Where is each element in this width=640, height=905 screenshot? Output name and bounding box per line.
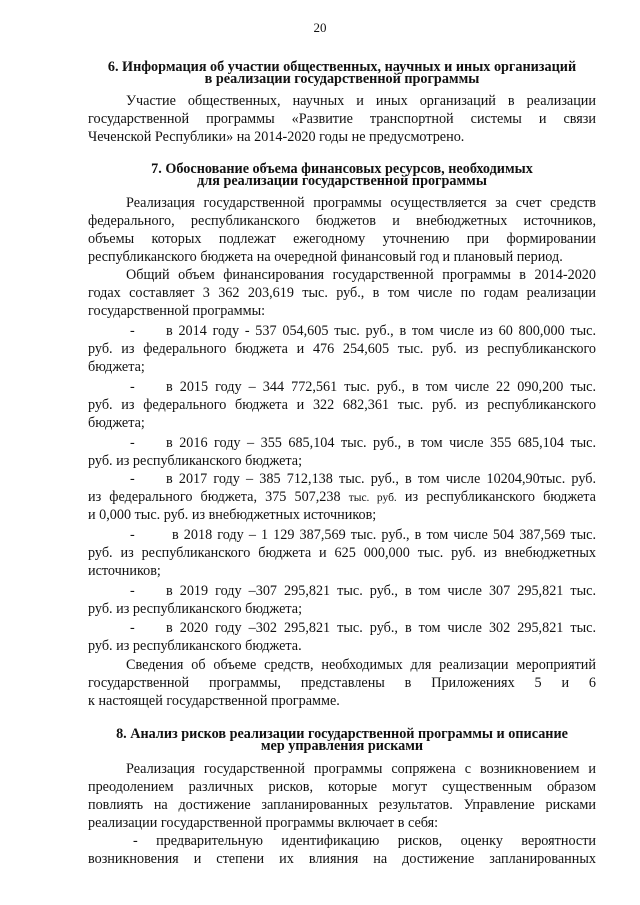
text-line: Чеченской Республики» на 2014-2020 годы не предусмотрено. [88, 129, 465, 145]
list-dash: - [130, 323, 135, 339]
text-line: руб. из республиканского бюджета; [88, 453, 303, 469]
text-line: повлиять на достижение запланированных результатов. Управление рисками [88, 797, 596, 813]
section-8-title-line-1: 8. Анализ рисков реализации государственной программы и описание [116, 726, 568, 742]
text-fragment: из федерального бюджета, 375 507,238 [88, 489, 349, 505]
list-dash: - [130, 379, 135, 395]
text-line: руб. из республиканского бюджета и 625 000,000 тыс. руб. из внебюджетных [88, 545, 596, 561]
text-line: годах составляет 3 362 203,619 тыс. руб., в том числе по годам реализации [88, 285, 596, 301]
text-line: преодолением различных рисков, которые могут существенным образом [88, 779, 596, 795]
text-line: руб. из республиканского бюджета; [88, 601, 303, 617]
text-line: в 2016 году – 355 685,104 тыс. руб., в том числе 355 685,104 тыс. [166, 435, 596, 451]
text-line: руб. из федерального бюджета и 476 254,605 тыс. руб. из республиканского [88, 341, 596, 357]
text-line: к настоящей государственной программе. [88, 693, 340, 709]
page-number: 20 [313, 20, 327, 35]
text-line: Сведения об объеме средств, необходимых для реализации мероприятий [126, 657, 596, 673]
text-line: федерального, республиканского бюджетов и внебюджетных источников, [88, 213, 596, 229]
text-line: Общий объем финансирования государственной программы в 2014-2020 [126, 267, 596, 283]
text-line: руб. из федерального бюджета и 322 682,361 тыс. руб. из республиканского [88, 397, 596, 413]
text-line: возникновения и степени их влияния на достижение запланированных [88, 851, 596, 867]
text-line: руб. из республиканского бюджета. [88, 638, 302, 654]
section-7-title-line-1: 7. Обоснование объема финансовых ресурсов, необходимых [151, 161, 533, 177]
text-line: и 0,000 тыс. руб. из внебюджетных источников; [88, 507, 377, 523]
list-dash: - [130, 471, 135, 487]
text-line: государственной программы «Развитие транспортной системы и связи [88, 111, 596, 127]
text-line: Реализация государственной программы сопряжена с возникновением и [126, 761, 596, 777]
text-line: в 2020 году –302 295,821 тыс. руб., в том числе 302 295,821 тыс. [166, 620, 596, 636]
text-line: Реализация государственной программы осуществляется за счет средств [126, 195, 596, 211]
section-6-title-line-2: в реализации государственной программы [204, 71, 480, 87]
list-dash: - [130, 527, 135, 543]
text-line: Участие общественных, научных и иных организаций в реализации [126, 93, 596, 109]
text-line: источников; [88, 563, 161, 579]
section-7-title-line-2: для реализации государственной программы [197, 173, 487, 189]
text-line: - предварительную идентификацию рисков, оценку вероятности [133, 833, 596, 849]
text-line: государственной программы, представлены в Приложениях 5 и 6 [88, 675, 596, 691]
text-fragment: из республиканского бюджета [396, 489, 596, 505]
list-dash: - [130, 435, 135, 451]
list-dash: - [130, 583, 135, 599]
text-line: в 2015 году – 344 772,561 тыс. руб., в том числе 22 090,200 тыс. [166, 379, 596, 395]
text-line: в 2014 году - 537 054,605 тыс. руб., в том числе из 60 800,000 тыс. [166, 323, 596, 339]
text-line [88, 488, 596, 506]
text-line: государственной программы: [88, 303, 266, 319]
text-line: республиканского бюджета на очередной финансовый год и плановый период. [88, 249, 563, 265]
section-6-title-line-1: 6. Информация об участии общественных, научных и иных организаций [107, 59, 577, 75]
text-line: бюджета; [88, 359, 145, 375]
text-line: в 2017 году – 385 712,138 тыс. руб., в том числе 10204,90тыс. руб. [166, 471, 596, 487]
text-line: в 2019 году –307 295,821 тыс. руб., в том числе 307 295,821 тыс. [166, 583, 596, 599]
text-fragment-small: тыс. руб. [348, 492, 397, 504]
text-line: в 2018 году – 1 129 387,569 тыс. руб., в том числе 504 387,569 тыс. [172, 527, 596, 543]
text-line: реализации государственной программы включает в себя: [88, 815, 439, 831]
text-line: бюджета; [88, 415, 145, 431]
list-dash: - [130, 620, 135, 636]
section-8-title-line-2: мер управления рисками [260, 738, 424, 754]
text-line: объемы которых подлежат ежегодному уточнению при формировании [88, 231, 596, 247]
